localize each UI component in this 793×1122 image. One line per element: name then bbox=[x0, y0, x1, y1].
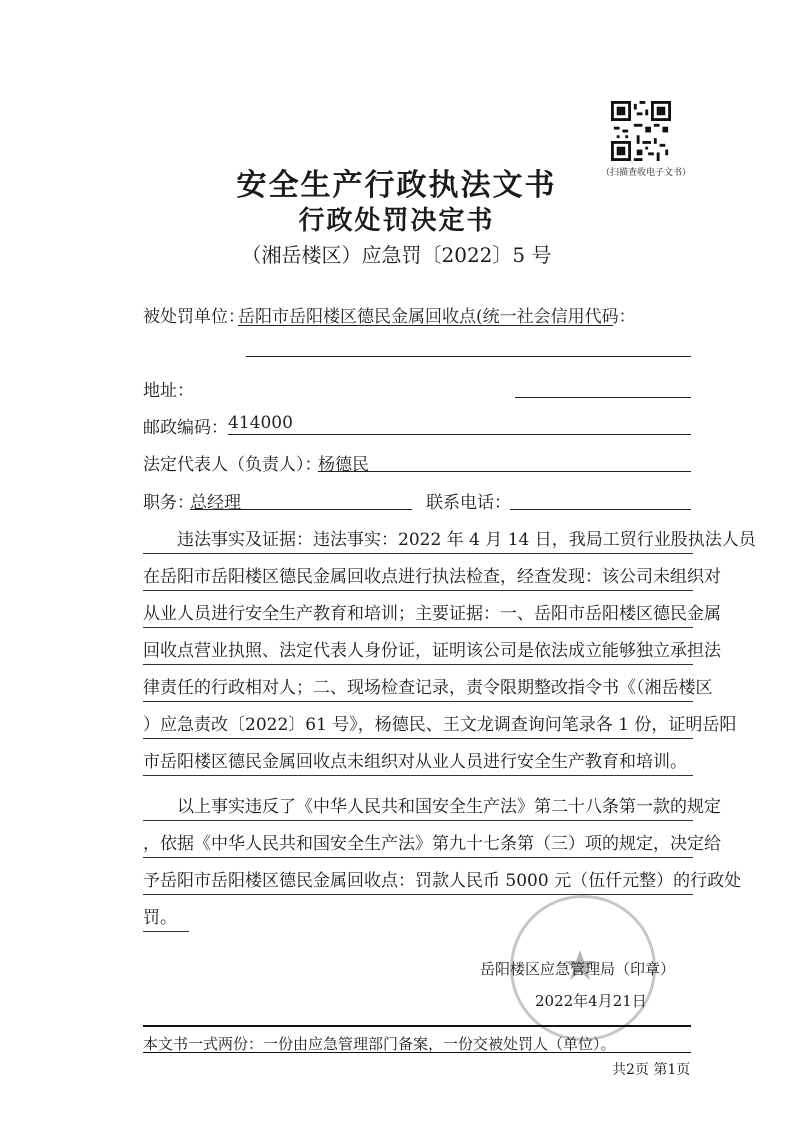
footer-note: 本文书一式两份：一份由应急管理部门备案，一份交被处罚人（单位）。 bbox=[143, 1035, 616, 1053]
footer-divider bbox=[143, 1025, 691, 1027]
legal-rep-label: 法定代表人（负责人）： bbox=[143, 455, 322, 475]
body-line: 律责任的行政相对人；二、现场检查记录，责令限期整改指令书《（湘岳楼区 bbox=[143, 673, 693, 702]
phone-underline bbox=[510, 509, 691, 510]
body-line: ，依据《中华人民共和国安全生产法》第九十七条第（三）项的规定，决定给 bbox=[143, 829, 693, 858]
position-underline bbox=[190, 509, 412, 510]
body-line: 违法事实及证据：违法事实：2022 年 4 月 14 日，我局工贸行业股执法人员 bbox=[143, 525, 693, 554]
issuing-authority: 岳阳楼区应急管理局（印章） bbox=[480, 960, 676, 978]
body-line: 在岳阳市岳阳楼区德民金属回收点进行执法检查，经查发现：该公司未组织对 bbox=[143, 562, 693, 591]
body-line: 回收点营业执照、法定代表人身份证，证明该公司是依法成立能够独立承担法 bbox=[143, 636, 693, 665]
body-line: 予岳阳市岳阳楼区德民金属回收点：罚款人民币 5000 元（伍仟元整）的行政处 bbox=[143, 866, 693, 895]
phone-label: 联系电话： bbox=[426, 493, 511, 513]
postcode-value: 414000 bbox=[228, 413, 293, 433]
issue-date: 2022年4月21日 bbox=[535, 992, 647, 1010]
credit-code-underline bbox=[246, 356, 691, 357]
body-line: 罚。 bbox=[143, 903, 189, 932]
body-line: ）应急责改〔2022〕61 号》，杨德民、王文龙调查询问笔录各 1 份，证明岳阳 bbox=[143, 710, 693, 739]
address-underline bbox=[515, 397, 691, 398]
footer-divider-bottom bbox=[143, 1052, 691, 1053]
party-value: 岳阳市岳阳楼区德民金属回收点(统一社会信用代码： bbox=[238, 307, 636, 327]
position-label: 职务： bbox=[143, 493, 194, 513]
page-info: 共2页 第1页 bbox=[612, 1062, 691, 1078]
postcode-underline bbox=[228, 434, 691, 435]
postcode-label: 邮政编码： bbox=[143, 418, 228, 438]
qr-code-icon bbox=[611, 101, 671, 161]
address-label: 地址： bbox=[143, 381, 194, 401]
body-line: 市岳阳楼区德民金属回收点未组织对从业人员进行安全生产教育和培训。 bbox=[143, 747, 693, 776]
position-value: 总经理 bbox=[190, 493, 241, 513]
document-title: 行政处罚决定书 bbox=[298, 206, 495, 236]
party-label: 被处罚单位： bbox=[143, 307, 245, 327]
qr-caption: （扫描查收电子文书） bbox=[601, 168, 692, 178]
body-line: 以上事实违反了《中华人民共和国安全生产法》第二十八条第一款的规定 bbox=[143, 792, 693, 821]
body-line: 从业人员进行安全生产教育和培训；主要证据：一、岳阳市岳阳楼区德民金属 bbox=[143, 599, 693, 628]
legal-rep-value: 杨德民 bbox=[318, 455, 369, 475]
party-underline bbox=[238, 325, 613, 326]
legal-rep-underline bbox=[318, 471, 691, 472]
document-series-title: 安全生产行政执法文书 bbox=[236, 168, 557, 203]
document-number: （湘岳楼区）应急罚〔2022〕5 号 bbox=[241, 243, 552, 267]
